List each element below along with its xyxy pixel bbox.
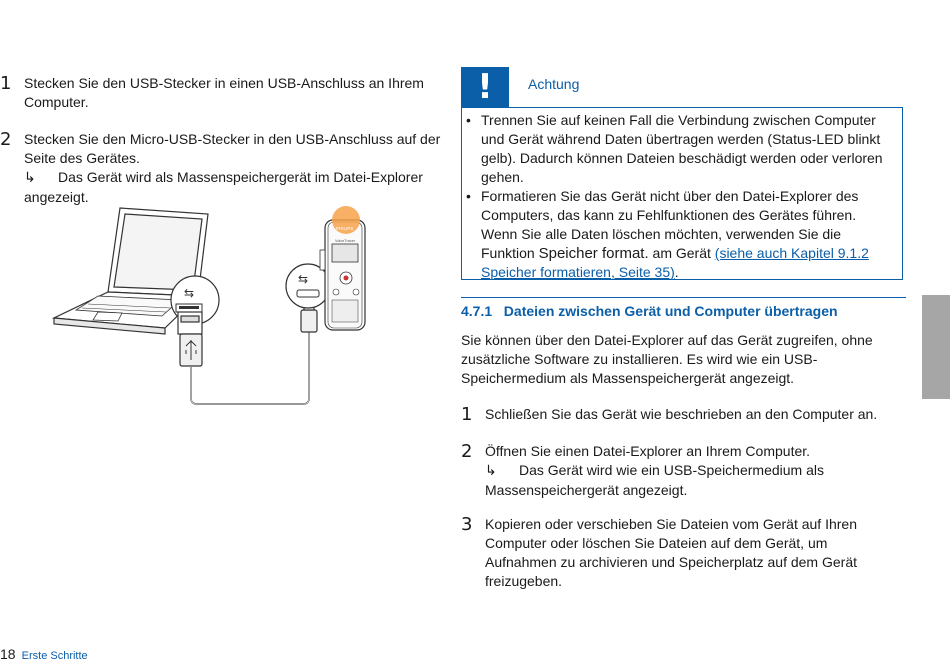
usb-connection-illustration: [40, 200, 400, 415]
caution-item-text: Formatieren Sie das Gerät nicht über den Datei-Explorer des Computers, das kann zu Fehlfunktionen des Gerätes führen. Wenn Sie alle Daten löschen möchten, verwenden Sie die Funktion: [481, 188, 859, 261]
step-text: Kopieren oder verschieben Sie Dateien vom Gerät auf Ihren Computer oder löschen Sie Dateien auf dem Gerät, um Aufnahmen zu archivieren und Speicherplatz auf dem Gerät freizugeben.: [485, 516, 857, 589]
section-divider: [461, 297, 906, 298]
section-intro: Sie können über den Datei-Explorer auf das Gerät zugreifen, ohne zusätzliche Software zu installieren. Es wird wie ein USB-Speichermedium als Massenspeichergerät angezeigt.: [461, 332, 873, 386]
step-2-left: [0, 129, 444, 207]
caution-item: [466, 187, 896, 282]
chapter-cross-reference-link[interactable]: (siehe auch Kapitel 9.1.2 Speicher formatieren, Seite 35): [481, 245, 869, 280]
step-result: Das Gerät wird wie ein USB-Speichermedium als Massenspeichergerät angezeigt.: [485, 462, 824, 498]
step-text: Öffnen Sie einen Datei-Explorer an Ihrem Computer.: [485, 443, 811, 459]
exclamation-icon: !: [461, 67, 509, 107]
step-3-right: [461, 514, 895, 591]
usb-symbol-icon: ⇆: [184, 286, 195, 300]
caution-item-text-end: .: [674, 264, 679, 280]
step-1-left: [0, 73, 444, 112]
function-name: Speicher format.: [538, 245, 649, 262]
step-number: 1: [0, 73, 12, 94]
step-number: 3: [461, 514, 473, 535]
bullet: •: [466, 112, 471, 128]
device-brand: PHILIPS: [336, 226, 354, 231]
caution-item-text-middle: am Gerät: [652, 245, 711, 261]
page-footer: [0, 645, 88, 666]
voice-recorder-device: [320, 206, 365, 330]
caution-title: Achtung: [528, 76, 580, 92]
step-number: 2: [0, 129, 12, 150]
step-number: 1: [461, 404, 473, 425]
page-number: 18: [0, 646, 16, 662]
bullet: •: [466, 188, 471, 204]
usb-cable: [191, 332, 309, 404]
caution-item-text: Trennen Sie auf keinen Fall die Verbindung zwischen Computer und Gerät während Daten übertragen werden (Status-LED blinkt gelb). Dadurch können Dateien beschädigt werden oder verloren gehen.: [481, 112, 883, 185]
caution-box: [461, 107, 903, 280]
step-text: Stecken Sie den Micro-USB-Stecker in den USB-Anschluss auf der Seite des Gerätes.: [24, 131, 441, 166]
result-arrow-icon: ↳: [24, 170, 36, 186]
caution-header: [461, 67, 905, 107]
usb-a-plug-icon: [178, 312, 202, 366]
caution-list: [466, 111, 896, 282]
step-result: Das Gerät wird als Massenspeichergerät im Datei-Explorer angezeigt.: [24, 169, 423, 205]
connection-diagram: [40, 200, 400, 415]
device-model: VoiceTracer: [335, 239, 356, 243]
footer-section-name: Erste Schritte: [21, 650, 88, 662]
step-number: 2: [461, 441, 473, 462]
micro-usb-port-zoom: [286, 264, 330, 308]
step-text: Stecken Sie den USB-Stecker in einen USB-Anschluss an Ihrem Computer.: [24, 75, 424, 110]
step-1-right: [461, 404, 895, 425]
result-arrow-icon: ↳: [485, 463, 497, 479]
step-text: Schließen Sie das Gerät wie beschrieben an den Computer an.: [485, 406, 878, 422]
section-heading: 4.7.1 Dateien zwischen Gerät und Computer übertragen: [461, 303, 838, 319]
chapter-side-tab: [922, 295, 950, 399]
caution-item: [466, 111, 896, 187]
step-2-right: [461, 441, 895, 500]
svg-text:⇆: ⇆: [298, 272, 309, 286]
